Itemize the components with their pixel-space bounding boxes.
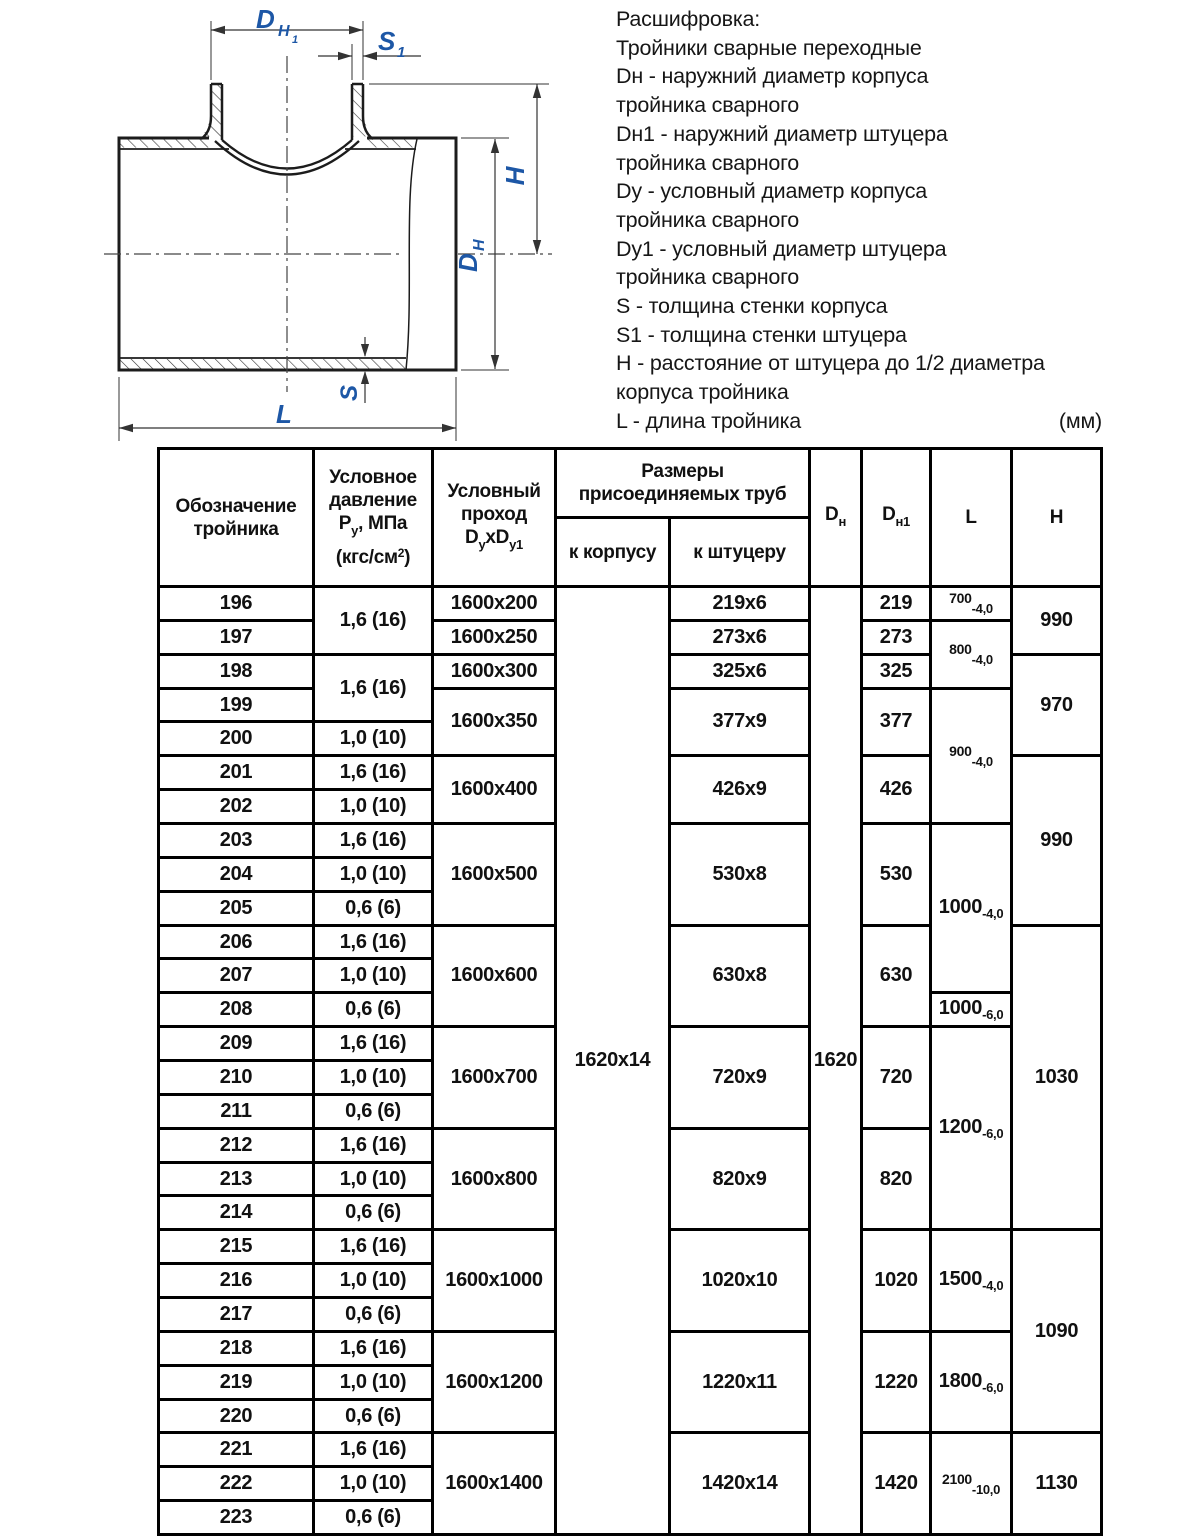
body-top-wall-left-hatch: [119, 140, 209, 148]
table-cell: 216: [159, 1264, 314, 1298]
table-cell: 196: [159, 587, 314, 621]
table-cell: 201: [159, 756, 314, 790]
table-cell: $^{700}_{-4,0}$: [931, 587, 1012, 621]
table-cell: 206: [159, 925, 314, 959]
table-cell: 197: [159, 620, 314, 654]
table-cell: $1800_{-6,0}$: [931, 1331, 1012, 1433]
arrow: [361, 344, 369, 357]
legend-line: Dн1 - наружний диаметр штуцера: [616, 121, 948, 146]
arrow: [442, 424, 456, 432]
table-cell: 213: [159, 1162, 314, 1196]
table-cell: 1,0 (10): [314, 1365, 433, 1399]
spec-table: [157, 447, 1103, 1536]
table-cell: 273: [862, 620, 931, 654]
table-cell: 0,6 (6): [314, 1399, 433, 1433]
table-cell: 221: [159, 1433, 314, 1467]
table-cell: 1600x600: [433, 925, 556, 1027]
table-cell: 720x9: [670, 1027, 810, 1129]
arrow: [361, 371, 369, 384]
legend-line: тройника сварного: [616, 150, 800, 175]
table-cell: 1,6 (16): [314, 1128, 433, 1162]
legend-line: Dy1 - условный диаметр штуцера: [616, 236, 947, 261]
table-cell: 1600x1000: [433, 1230, 556, 1332]
table-cell: 377: [862, 688, 931, 756]
table-cell: 212: [159, 1128, 314, 1162]
legend-line: Dн - наружний диаметр корпуса: [616, 64, 929, 89]
col-header-pressure: Условное давление $Р_у$, МПа $(кгс/см^2)$: [314, 449, 433, 587]
arrow: [363, 52, 377, 60]
table-cell: 1600x1200: [433, 1331, 556, 1433]
table-cell: 990: [1012, 756, 1102, 925]
table-cell: 1,6 (16): [314, 1027, 433, 1061]
table-cell: 1600x350: [433, 688, 556, 756]
arrow: [533, 84, 541, 98]
arrow: [211, 26, 225, 34]
table-cell: 1,0 (10): [314, 722, 433, 756]
table-cell: 0,6 (6): [314, 993, 433, 1027]
table-cell: 1,6 (16): [314, 1331, 433, 1365]
arrow: [119, 424, 133, 432]
legend-units: (мм): [1058, 408, 1102, 433]
table-cell: 990: [1012, 587, 1102, 655]
table-cell: 820: [862, 1128, 931, 1230]
table-cell: 1,0 (10): [314, 1467, 433, 1501]
legend-line: Расшифровка:: [616, 7, 761, 31]
table-cell: 630: [862, 925, 931, 1027]
technical-drawing: [0, 0, 600, 445]
col-header-bore: Условный проход $D_yxD_{y1}$: [433, 449, 556, 587]
table-cell: 1,6 (16): [314, 1230, 433, 1264]
table-cell: 222: [159, 1467, 314, 1501]
label-dn1-sub: H: [278, 23, 290, 40]
table-cell: 208: [159, 993, 314, 1027]
label-l: L: [276, 399, 292, 429]
table-cell: 199: [159, 688, 314, 722]
arrow: [349, 26, 363, 34]
table-cell: 205: [159, 891, 314, 925]
body-bottom-wall-hatch: [119, 359, 407, 369]
table-cell: 202: [159, 790, 314, 824]
table-cell: 219x6: [670, 587, 810, 621]
table-cell: 219: [159, 1365, 314, 1399]
table-cell: 0,6 (6): [314, 1196, 433, 1230]
col-header-designation: Обозначение тройника: [159, 449, 314, 587]
table-cell: 630x8: [670, 925, 810, 1027]
label-s1-sub: 1: [397, 44, 406, 61]
table-cell: 1090: [1012, 1230, 1102, 1433]
legend-line: S - толщина стенки корпуса: [616, 294, 888, 319]
table-cell: $1000_{-4,0}$: [931, 824, 1012, 993]
table-cell: 530: [862, 824, 931, 926]
legend-last-line: [616, 407, 1102, 436]
table-cell: 1220: [862, 1331, 931, 1433]
table-cell: 219: [862, 587, 931, 621]
col-header-l: L: [931, 449, 1012, 587]
table-cell: 198: [159, 654, 314, 688]
table-cell: 1,0 (10): [314, 959, 433, 993]
table-cell: 1030: [1012, 925, 1102, 1230]
table-cell: $^{900}_{-4,0}$: [931, 688, 1012, 823]
table-cell: $1200_{-6,0}$: [931, 1027, 1012, 1230]
table-cell: 1,6 (16): [314, 1433, 433, 1467]
arrow: [491, 355, 499, 369]
table-cell: 210: [159, 1061, 314, 1095]
legend-line: тройника сварного: [616, 93, 800, 118]
legend: [616, 5, 1102, 436]
table-cell: 209: [159, 1027, 314, 1061]
table-cell: 0,6 (6): [314, 1298, 433, 1332]
col-header-to-body: к корпусу: [556, 518, 670, 587]
table-cell: 203: [159, 824, 314, 858]
table-cell: 1420x14: [670, 1433, 810, 1535]
table-cell: 1,6 (16): [314, 654, 433, 722]
table-cell: 1600x500: [433, 824, 556, 926]
table-cell: 820x9: [670, 1128, 810, 1230]
table-cell: $^{800}_{-4,0}$: [931, 620, 1012, 688]
arrow: [491, 139, 499, 153]
legend-l-definition: L - длина тройника: [616, 408, 802, 433]
legend-line: Тройники сварные переходные: [616, 35, 922, 60]
table-cell: 217: [159, 1298, 314, 1332]
legend-line: H - расстояние от штуцера до 1/2 диаметра: [616, 351, 1045, 376]
label-dn1: D: [256, 4, 275, 34]
spec-table-header: [159, 449, 1102, 587]
legend-line: Dy - условный диаметр корпуса: [616, 179, 928, 204]
table-cell: $^{2100}_{-10,0}$: [931, 1433, 1012, 1535]
center-lines: [104, 56, 552, 392]
header-row-1: [159, 449, 1102, 518]
col-header-to-branch: к штуцеру: [670, 518, 810, 587]
table-cell: 325x6: [670, 654, 810, 688]
table-cell: 530x8: [670, 824, 810, 926]
section-hatching: [119, 85, 416, 369]
table-cell: 1600x300: [433, 654, 556, 688]
table-cell: 1620: [810, 587, 862, 1535]
table-cell: 220: [159, 1399, 314, 1433]
table-cell: 1,0 (10): [314, 857, 433, 891]
arrow: [338, 52, 352, 60]
spec-table-body: [159, 587, 1102, 1535]
table-cell: 273x6: [670, 620, 810, 654]
table-cell: 1600x700: [433, 1027, 556, 1129]
col-header-pipes-group: Размеры присоединяемых труб: [556, 449, 810, 518]
table-cell: 0,6 (6): [314, 891, 433, 925]
label-dn: D: [453, 253, 483, 272]
table-cell: 211: [159, 1094, 314, 1128]
col-header-dn: $D_н$: [810, 449, 862, 587]
table-cell: 1,6 (16): [314, 756, 433, 790]
table-cell: 1600x400: [433, 756, 556, 824]
table-cell: 207: [159, 959, 314, 993]
table-cell: 0,6 (6): [314, 1501, 433, 1535]
table-row: [159, 587, 1102, 621]
label-s: S: [336, 384, 363, 401]
break-line: [406, 139, 417, 370]
col-header-dn1: $D_{н1}$: [862, 449, 931, 587]
legend-lines: [616, 5, 1102, 407]
legend-line: тройника сварного: [616, 207, 800, 232]
table-cell: 0,6 (6): [314, 1094, 433, 1128]
table-cell: 1,0 (10): [314, 790, 433, 824]
table-cell: 1600x200: [433, 587, 556, 621]
legend-line: S1 - толщина стенки штуцера: [616, 322, 907, 347]
table-cell: 720: [862, 1027, 931, 1129]
table-cell: 1420: [862, 1433, 931, 1535]
legend-line: корпуса тройника: [616, 380, 789, 405]
table-cell: 1620x14: [556, 587, 670, 1535]
col-header-h: H: [1012, 449, 1102, 587]
legend-line: тройника сварного: [616, 265, 800, 290]
table-cell: 214: [159, 1196, 314, 1230]
table-cell: 970: [1012, 654, 1102, 756]
table-cell: 1,6 (16): [314, 824, 433, 858]
table-cell: 1020x10: [670, 1230, 810, 1332]
table-cell: 223: [159, 1501, 314, 1535]
table-cell: 377x9: [670, 688, 810, 756]
extension-lines: [119, 21, 549, 441]
label-h: H: [500, 166, 530, 186]
table-cell: 1220x11: [670, 1331, 810, 1433]
label-dn-sub: H: [471, 239, 488, 251]
arrow: [533, 240, 541, 254]
table-cell: 325: [862, 654, 931, 688]
table-cell: 215: [159, 1230, 314, 1264]
table-cell: 1,0 (10): [314, 1264, 433, 1298]
table-cell: 1,0 (10): [314, 1162, 433, 1196]
label-s1: S: [378, 26, 396, 56]
table-cell: 218: [159, 1331, 314, 1365]
table-cell: 426x9: [670, 756, 810, 824]
table-cell: 1130: [1012, 1433, 1102, 1535]
table-cell: 1600x800: [433, 1128, 556, 1230]
table-cell: 426: [862, 756, 931, 824]
table-cell: 1600x250: [433, 620, 556, 654]
label-dn1-subsub: 1: [292, 34, 299, 46]
table-cell: 1,0 (10): [314, 1061, 433, 1095]
table-cell: 1020: [862, 1230, 931, 1332]
table-cell: 200: [159, 722, 314, 756]
table-cell: 1600x1400: [433, 1433, 556, 1535]
table-cell: 1,6 (16): [314, 587, 433, 655]
body-top-wall-right-hatch: [365, 140, 416, 148]
table-cell: $1000_{-6,0}$: [931, 993, 1012, 1027]
table-cell: 204: [159, 857, 314, 891]
table-cell: $1500_{-4,0}$: [931, 1230, 1012, 1332]
table-cell: 1,6 (16): [314, 925, 433, 959]
